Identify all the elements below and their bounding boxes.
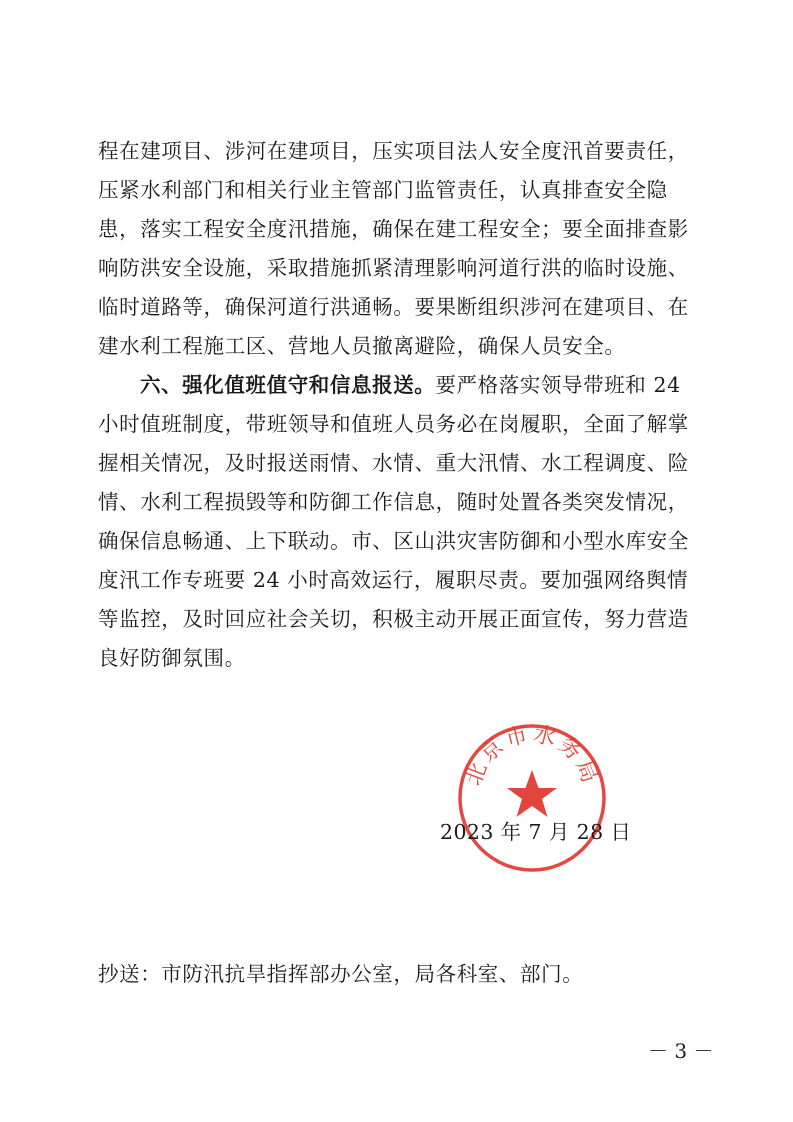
body-line: 等监控，及时回应社会关切，积极主动开展正面宣传，努力营造 (98, 607, 689, 631)
body-line: 情、水利工程损毁等和防御工作信息，随时处置各类突发情况， (98, 490, 689, 514)
seal-text: 北京市水务局 (461, 722, 603, 790)
body-line: 患，落实工程安全度汛措施，确保在建工程安全；要全面排查影 (98, 217, 689, 241)
body-line: 响防洪安全设施，采取措施抓紧清理影响河道行洪的临时设施、 (98, 256, 689, 280)
body-line: 确保信息畅通、上下联动。市、区山洪灾害防御和小型水库安全 (98, 529, 689, 553)
body-line: 小时值班制度，带班领导和值班人员务必在岗履职，全面了解掌 (98, 412, 689, 436)
body-line: 压紧水利部门和相关行业主管部门监管责任，认真排查安全隐 (98, 178, 668, 202)
body-line: 握相关情况，及时报送雨情、水情、重大汛情、水工程调度、险 (98, 451, 689, 475)
body-line: 度汛工作专班要 24 小时高效运行，履职尽责。要加强网络舆情 (98, 568, 689, 592)
cc-recipients: 抄送：市防汛抗旱指挥部办公室，局各科室、部门。 (98, 962, 584, 986)
body-line: 程在建项目、涉河在建项目，压实项目法人安全度汛首要责任， (98, 139, 689, 163)
body-line: 良好防御氛围。 (98, 646, 246, 670)
section-heading: 六、强化值班值守和信息报送。 (140, 373, 436, 397)
document-date: 2023 年 7 月 28 日 (440, 820, 632, 844)
paragraph-6-first-line (140, 367, 740, 403)
body-line: 建水利工程施工区、营地人员撤离避险，确保人员安全。 (98, 334, 626, 358)
body-text: 要严格落实领导带班和 24 (435, 373, 681, 397)
seal-star-icon (507, 770, 557, 817)
body-line: 临时道路等，确保河道行洪通畅。要果断组织涉河在建项目、在 (98, 295, 689, 319)
page-number: － 3 － (648, 1039, 714, 1063)
official-seal-stamp (456, 722, 608, 874)
